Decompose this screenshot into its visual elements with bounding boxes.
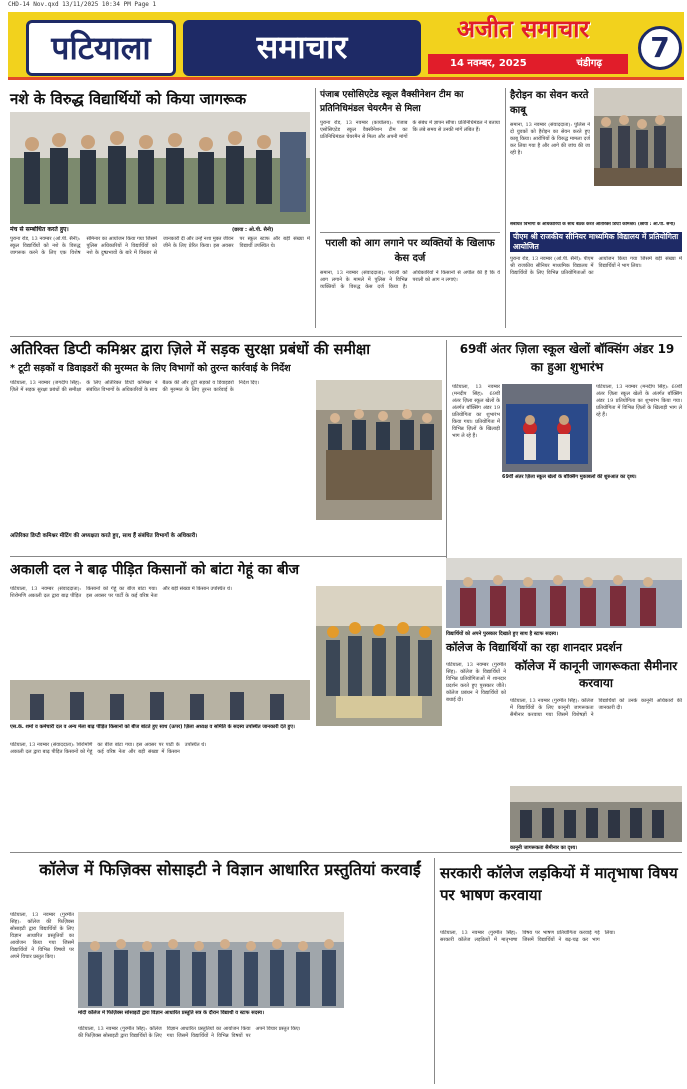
caption-akali: एस.के. शर्मा व कर्मचारी दल व अन्य मेला बाढ़ पीड़ित किसानों को बीज बांटते हुए साथ (ऊपर) ज़िला अध्यक्ष व समिति के सदस्य उपस्थित जानकारी देते हुए। [10,724,295,730]
section-separator [10,556,446,557]
masthead [8,12,684,82]
physics-society-illustration [78,912,344,1008]
edition-date-bar [428,54,628,74]
caption-student-awards: विद्यार्थियों को अपने पुरस्कार दिखाते हुए साथ है स्टाफ सदस्य। [446,631,558,637]
body-pm-shri: पुराना रोड, 13 नवम्बर (ओ.पी. सैनी): पीएम श्री राजकीय सीनियर माध्यमिक विद्यालय में विद्यार्थियों के लिए विभिन्न प्रतियोगिताओं का आयोजन किया गया जिसमें बड़ी संख्या में विद्यार्थियों ने भाग लिया। [510,256,682,276]
headline-boxing: 69वीं अंतर ज़िला स्कूल खेलों बॉक्सिंग अंडर 19 का हुआ शुभारंभ [459,342,675,374]
body-akali-cont: पटियाला, 13 नवम्बर (संवाददाता): शिरोमणि अकाली दल द्वारा बाढ़ पीड़ित किसानों को गेहूं का बीज बांटा गया। इस अवसर पर पार्टी के कई वरिष्ठ नेता और बड़ी संख्या में किसान उपस्थित थे। [10,742,207,755]
subheadline-road-safety: * टूटी सड़कों व डिवाइडरों की मुरम्मत के लिए विभागों को तुरन्त कार्रवाई के निर्देश [10,363,291,374]
body-stubble: समाना, 13 नवम्बर (संवाददाता): पराली को आग लगाने के मामले में पुलिस ने विभिन्न व्यक्तियों के विरुद्ध केस दर्ज किया है। अधिकारियों ने किसानों से अपील की है कि वे पराली को आग न लगाएं। [320,270,500,290]
boxing-photo-illustration [502,384,592,472]
body-boxing: पटियाला, 13 नवम्बर (मनदीप सिंह): 69वीं अंतर ज़िला स्कूल खेलों के अंतर्गत बॉक्सिंग अंडर 19 प्रतियोगिता का शुभारंभ किया गया। प्रतियोगिता में विभिन्न ज़िलों के खिलाड़ी भाग ले रहे हैं। [452,384,500,439]
headline-road-safety: अतिरिक्त डिप्टी कमिश्नर द्वारा ज़िले में सड़क सुरक्षा प्रबंधों की समीक्षा [10,342,371,358]
caption-road-safety: अतिरिक्त डिप्टी कमिश्नर मीटिंग की अध्यक्षता करते हुए, साथ हैं संबंधित विभागों के अधिकारी। [10,533,198,539]
headline-girls-college: सरकारी कॉलेज लड़कियों में मातृभाषा विषय पर भाषण करवाया [440,864,678,904]
body-physics: पटियाला, 13 नवम्बर (गुरमीत सिंह): कॉलेज की फिज़िक्स सोसाइटी द्वारा विद्यार्थियों के लिए विज्ञान आधारित प्रस्तुतियों का आयोजन किया गया जिसमें विद्यार्थियों ने विभिन्न विषयों पर अपने विचार प्रस्तुत किए। [10,912,74,960]
article-separator [320,232,500,233]
column-rule [315,88,316,328]
body-legal: पटियाला, 13 नवम्बर (गुरमीत सिंह): कॉलेज में विद्यार्थियों के लिए कानूनी जागरूकता सैमीनार करवाया गया जिसमें विशेषज्ञों ने विद्यार्थियों को उनके कानूनी अधिकारों की जानकारी दी। [510,698,682,718]
headline-akali: अकाली दल ने बाढ़ पीड़ित किसानों को बांटा गेहूं का बीज [10,562,300,578]
edition-city: चंडीगढ़ [576,58,602,69]
legal-seminar-illustration [510,786,682,842]
headline-stubble: पराली को आग लगाने पर व्यक्तियों के खिलाफ केस दर्ज [325,238,495,264]
column-rule [434,858,435,1084]
photo-boxing [502,384,592,472]
section-separator [10,336,682,337]
body-akali: पटियाला, 13 नवम्बर (संवाददाता): शिरोमणि अकाली दल द्वारा बाढ़ पीड़ित किसानों को गेहूं का बीज बांटा गया। इस अवसर पर पार्टी के कई वरिष्ठ नेता और बड़ी संख्या में किसान उपस्थित थे। [10,586,232,599]
caption-boxing: 69वीं अंतर ज़िला स्कूल खेलों के बॉक्सिंग मुकाबलों की शुरुआत का दृश्य। [502,474,637,480]
section-title-samachar: समाचार [183,20,421,76]
meeting-photo-illustration [594,88,682,186]
body-vaccine: पुराना रोड, 13 नवम्बर (कार्यालय): पंजाब एसोसिएटेड स्कूल वैक्सीनेशन टीम का प्रतिनिधिमंडल चेयरमैन से मिला और अपनी मांगों के संबंध में ज्ञापन सौंपा। प्रतिनिधिमंडल ने बताया कि लंबे समय से उनकी मांगें लंबित हैं। [320,120,500,140]
photo-akali-seeds [316,586,442,726]
edition-date: 14 नवम्बर, 2025 [450,58,527,69]
body-heroin: समाना, 13 नवम्बर (संवाददाता): पुलिस ने दो युवकों को हैरोइन का सेवन करते हुए काबू किया। आरोपियों के विरुद्ध मामला दर्ज कर लिया गया है और आगे की जांच की जा रही है। [510,122,590,156]
body-physics-cont: पटियाला, 13 नवम्बर (गुरमीत सिंह): कॉलेज की फिज़िक्स सोसाइटी द्वारा विद्यार्थियों के लिए विज्ञान आधारित प्रस्तुतियों का आयोजन किया गया जिसमें विद्यार्थियों ने विभिन्न विषयों पर अपने विचार प्रस्तुत किए। [78,1026,301,1039]
page-number: 7 [638,26,682,70]
body-girls-college: पटियाला, 13 नवम्बर (गुरमीत सिंह): सरकारी कॉलेज लड़कियों में मातृभाषा विषय पर भाषण प्रतियोगिता करवाई गई जिसमें विद्यार्थियों ने बढ़-चढ़ कर भाग लिया। [440,930,616,943]
photo-meeting [594,88,682,186]
headline-physics: कॉलेज में फिज़िक्स सोसाइटी ने विज्ञान आधारित प्रस्तुतियां करवाईं [39,860,421,879]
caption-physics: मोदी कॉलेज में फिज़िक्स सोसाइटी द्वारा विज्ञान आधारित प्रस्तुति सत्र के दौरान विद्यार्थी व स्टाफ सदस्य। [78,1010,264,1016]
column-rule [505,88,506,328]
caption-drugs: मंच से सम्बोधित करते हुए। [10,226,69,233]
akali-group-illustration [10,680,310,720]
caption-meeting: संबंधित विभागों के अधिकारियों के साथ बैठक करते अतिरिक्त डिप्टी कमिश्नर। (छाया : ओ.पी. सैनी) [510,222,676,227]
section-title-patiala: पटियाला [26,20,176,76]
credit-drugs: (छाया : ओ.पी. सैनी) [232,227,274,233]
photo-drugs-seminar [10,112,310,224]
photo-akali-group [10,680,310,720]
section-separator [10,852,682,853]
caption-legal: कानूनी जागरूकता सैमीनार का दृश्य। [510,845,578,851]
headline-legal: कॉलेज में कानूनी जागरूकता सैमीनार करवाया [514,659,678,690]
headline-student-show: कॉलेज के विद्यार्थियों का रहा शानदार प्रदर्शन [446,641,622,654]
body-student-show: पटियाला, 13 नवम्बर (गुरमीत सिंह): कॉलेज के विद्यार्थियों ने विभिन्न प्रतियोगिताओं में शानदार प्रदर्शन करते हुए पुरस्कार जीते। कॉलेज प्रबंधन ने विद्यार्थियों को बधाई दी। [446,662,506,703]
headline-pm-shri: पीएम श्री राजकीय सीनियर माध्यमिक विद्यालय में प्रतियोगिता आयोजित [510,232,682,252]
photo-student-awards [446,558,682,628]
seminar-photo-illustration [10,112,310,224]
akali-photo-illustration [316,586,442,726]
road-safety-photo-illustration [316,380,442,520]
photo-legal-seminar [510,786,682,842]
body-boxing-cont: पटियाला, 13 नवम्बर (मनदीप सिंह): 69वीं अंतर ज़िला स्कूल खेलों के अंतर्गत बॉक्सिंग अंडर 19 प्रतियोगिता का शुभारंभ किया गया। प्रतियोगिता में विभिन्न ज़िलों के खिलाड़ी भाग ले रहे हैं। [596,384,682,418]
student-awards-illustration [446,558,682,628]
headline-vaccine: पंजाब एसोसिएटेड स्कूल वैक्सीनेशन टीम का प्रतिनिधिमंडल चेयरमैन से मिला [320,90,464,114]
column-rule [446,340,447,580]
headline-drugs: नशे के विरुद्ध विद्यार्थियों को किया जागरूक [10,90,247,108]
photo-road-safety-meeting [316,380,442,520]
headline-heroin: हैरोइन का सेवन करते काबू [510,90,589,116]
body-road-safety: पटियाला, 13 नवम्बर (जगदीप सिंह): ज़िले में सड़क सुरक्षा प्रबंधों की समीक्षा के लिए अतिरिक्त डिप्टी कमिश्नर ने संबंधित विभागों के अधिकारियों के साथ बैठक की और टूटी सड़कों व डिवाइडरों की मुरम्मत के लिए तुरन्त कार्रवाई के निर्देश दिए। [10,380,260,393]
print-slug: CHD-14 Nov.qxd 13/11/2025 10:34 PM Page 1 [8,1,157,8]
newspaper-brand: अजीत समाचार [456,15,590,43]
photo-physics-society [78,912,344,1008]
body-drugs: पुराना रोड, 13 नवम्बर (ओ.पी. सैनी): स्कूल विद्यार्थियों को नशे के विरुद्ध जागरूक करने के लिए एक विशेष सेमिनार का आयोजन किया गया जिसमें पुलिस अधिकारियों ने विद्यार्थियों को नशे के दुष्प्रभावों के बारे में विस्तार से जानकारी दी और उन्हें नशा मुक्त जीवन जीने के लिए प्रेरित किया। इस अवसर पर स्कूल स्टाफ और बड़ी संख्या में विद्यार्थी उपस्थित थे। [10,236,310,256]
